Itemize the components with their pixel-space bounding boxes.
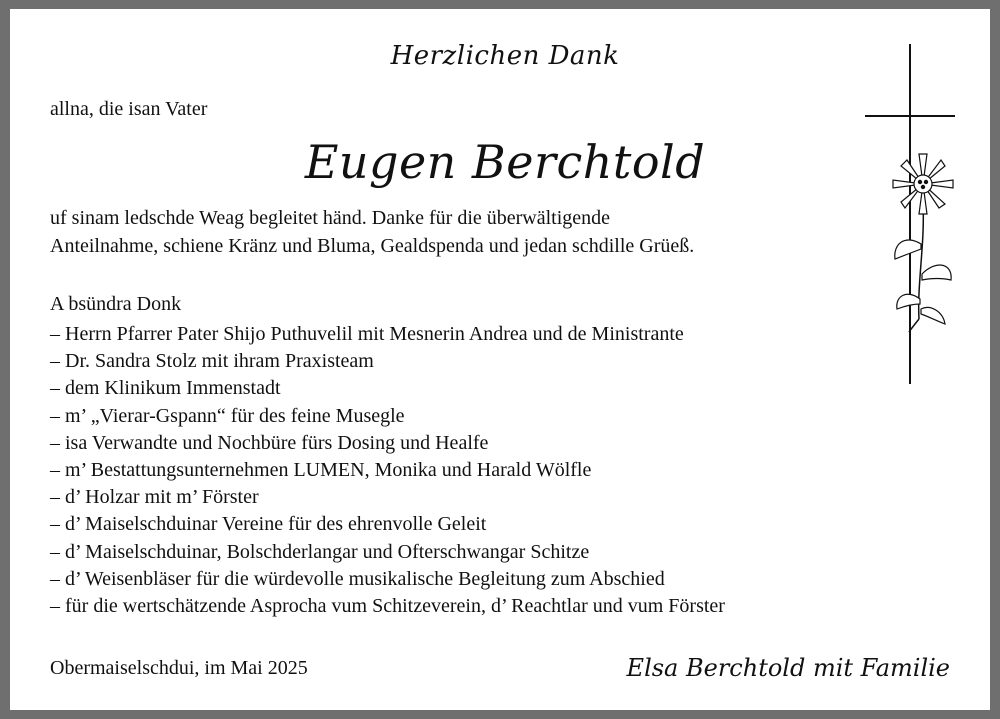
list-item: – Dr. Sandra Stolz mit ihram Praxisteam <box>50 350 374 373</box>
thanks-paragraph <box>50 204 694 260</box>
paragraph-line: Anteilnahme, schiene Kränz und Bluma, Gealdspenda und jedan schdille Grüeß. <box>50 235 695 257</box>
deceased-name: Eugen Berchtold <box>304 135 706 189</box>
list-item: – dem Klinikum Immenstadt <box>50 377 281 400</box>
list-item: – isa Verwandte und Nochbüre fürs Dosing und Healfe <box>50 431 489 454</box>
special-thanks-heading: A bsündra Donk <box>50 293 182 315</box>
place-date: Obermaiselschdui, im Mai 2025 <box>50 657 308 679</box>
list-item: – d’ Weisenbläser für die würdevolle musikalische Begleitung zum Abschied <box>50 567 665 590</box>
list-item: – d’ Maiselschduinar, Bolschderlangar und Ofterschwangar Schitze <box>50 540 590 563</box>
paragraph-line: uf sinam ledschde Weag begleitet händ. Danke für die überwältigende <box>50 207 611 229</box>
list-item: – d’ Maiselschduinar Vereine für des ehrenvolle Geleit <box>50 513 487 536</box>
signature: Elsa Berchtold mit Familie <box>626 654 950 682</box>
list-item: – d’ Holzar mit m’ Förster <box>50 486 259 509</box>
special-thanks-list <box>50 321 725 620</box>
list-item: – für die wertschätzende Asprocha vum Schitzeverein, d’ Reachtlar und vum Förster <box>50 595 725 618</box>
list-item: – Herrn Pfarrer Pater Shijo Puthuvelil mit Mesnerin Andrea und de Ministrante <box>50 323 684 345</box>
notice-intro: allna, die isan Vater <box>50 98 208 120</box>
list-item: – m’ „Vierar-Gspann“ für des feine Musegle <box>50 404 405 427</box>
list-item: – m’ Bestattungsunternehmen LUMEN, Monika und Harald Wölfle <box>50 459 592 482</box>
notice-card <box>10 9 990 710</box>
cross-with-edelweiss-icon <box>865 44 965 389</box>
notice-heading: Herzlichen Dank <box>390 41 620 71</box>
